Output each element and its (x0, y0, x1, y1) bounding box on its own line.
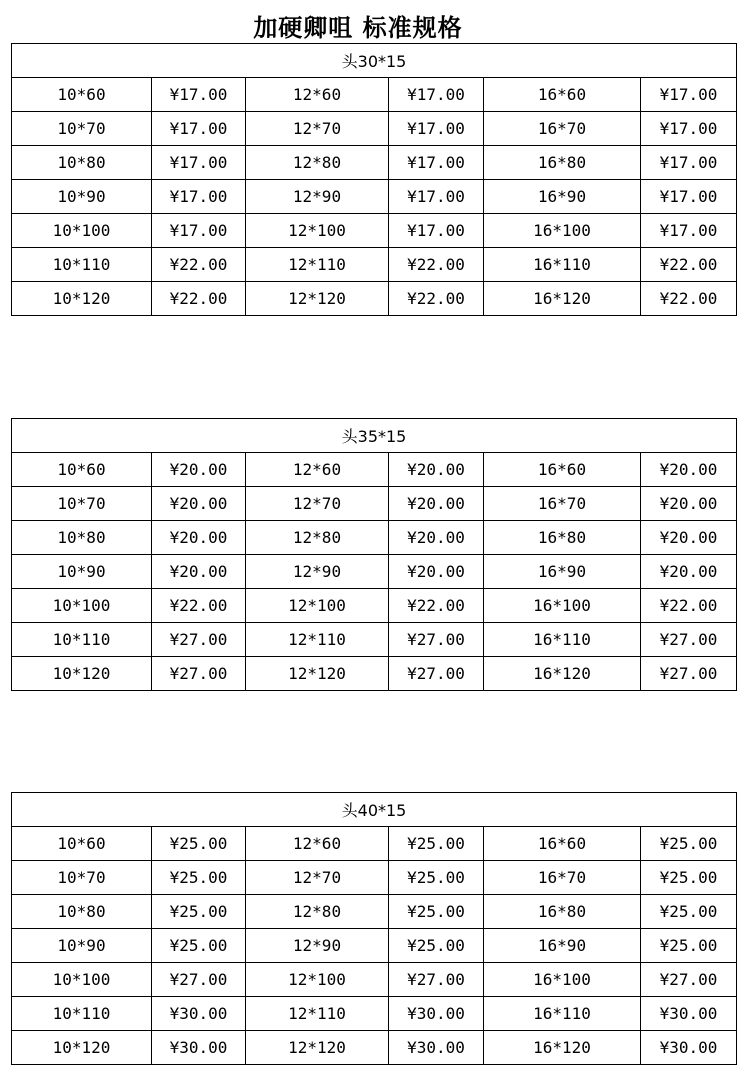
size-cell: 16*110 (484, 248, 641, 282)
table-header-row (12, 44, 737, 78)
price-cell: ¥25.00 (152, 861, 246, 895)
price-cell: ¥27.00 (641, 657, 737, 691)
price-cell: ¥25.00 (641, 895, 737, 929)
size-cell: 12*70 (246, 112, 389, 146)
price-cell: ¥17.00 (641, 214, 737, 248)
price-cell: ¥27.00 (641, 623, 737, 657)
size-cell: 12*110 (246, 623, 389, 657)
table-row (12, 861, 737, 895)
table-row (12, 555, 737, 589)
table-row (12, 929, 737, 963)
price-cell: ¥20.00 (389, 555, 484, 589)
table-header: 头30*15 (12, 44, 737, 78)
price-cell: ¥25.00 (152, 929, 246, 963)
price-cell: ¥17.00 (641, 180, 737, 214)
size-cell: 12*100 (246, 214, 389, 248)
size-cell: 12*80 (246, 146, 389, 180)
price-cell: ¥20.00 (641, 453, 737, 487)
size-cell: 10*110 (12, 997, 152, 1031)
price-cell: ¥20.00 (641, 555, 737, 589)
price-cell: ¥22.00 (641, 248, 737, 282)
price-cell: ¥17.00 (152, 214, 246, 248)
size-cell: 10*60 (12, 78, 152, 112)
price-cell: ¥27.00 (152, 963, 246, 997)
table-header: 头35*15 (12, 419, 737, 453)
size-cell: 10*70 (12, 487, 152, 521)
size-cell: 12*120 (246, 282, 389, 316)
table-row (12, 112, 737, 146)
price-cell: ¥30.00 (152, 1031, 246, 1065)
spec-table-head-35x15 (11, 418, 737, 691)
size-cell: 10*120 (12, 657, 152, 691)
price-cell: ¥20.00 (641, 487, 737, 521)
price-cell: ¥20.00 (152, 521, 246, 555)
size-cell: 10*100 (12, 963, 152, 997)
price-cell: ¥22.00 (389, 248, 484, 282)
size-cell: 12*70 (246, 487, 389, 521)
size-cell: 16*90 (484, 555, 641, 589)
size-cell: 10*90 (12, 929, 152, 963)
price-cell: ¥17.00 (641, 78, 737, 112)
spec-table-head-30x15 (11, 43, 737, 316)
table-row (12, 521, 737, 555)
size-cell: 12*80 (246, 521, 389, 555)
price-cell: ¥30.00 (389, 997, 484, 1031)
spec-table-head-40x15 (11, 792, 737, 1065)
price-cell: ¥22.00 (641, 282, 737, 316)
table-row (12, 248, 737, 282)
size-cell: 12*60 (246, 453, 389, 487)
size-cell: 12*120 (246, 657, 389, 691)
price-cell: ¥30.00 (641, 1031, 737, 1065)
price-cell: ¥27.00 (152, 657, 246, 691)
price-cell: ¥25.00 (641, 861, 737, 895)
size-cell: 16*60 (484, 827, 641, 861)
price-cell: ¥20.00 (152, 487, 246, 521)
size-cell: 16*100 (484, 589, 641, 623)
size-cell: 10*80 (12, 146, 152, 180)
price-cell: ¥25.00 (641, 827, 737, 861)
size-cell: 12*100 (246, 963, 389, 997)
page-title: 加硬卿咀 标准规格 (253, 13, 463, 42)
table-header-row (12, 793, 737, 827)
price-cell: ¥22.00 (641, 589, 737, 623)
size-cell: 10*80 (12, 895, 152, 929)
size-cell: 12*60 (246, 78, 389, 112)
table-header: 头40*15 (12, 793, 737, 827)
price-cell: ¥17.00 (389, 214, 484, 248)
price-cell: ¥27.00 (152, 623, 246, 657)
size-cell: 10*120 (12, 282, 152, 316)
price-cell: ¥30.00 (152, 997, 246, 1031)
table-row (12, 214, 737, 248)
price-cell: ¥25.00 (152, 895, 246, 929)
table-header-row (12, 419, 737, 453)
price-cell: ¥17.00 (389, 180, 484, 214)
size-cell: 10*90 (12, 180, 152, 214)
size-cell: 16*120 (484, 282, 641, 316)
table-row (12, 487, 737, 521)
price-cell: ¥20.00 (152, 555, 246, 589)
price-cell: ¥17.00 (641, 112, 737, 146)
price-cell: ¥17.00 (389, 78, 484, 112)
size-cell: 10*70 (12, 112, 152, 146)
size-cell: 16*70 (484, 487, 641, 521)
price-cell: ¥22.00 (152, 248, 246, 282)
price-cell: ¥30.00 (389, 1031, 484, 1065)
size-cell: 16*60 (484, 453, 641, 487)
price-cell: ¥17.00 (641, 146, 737, 180)
price-cell: ¥25.00 (641, 929, 737, 963)
table-row (12, 78, 737, 112)
price-cell: ¥17.00 (152, 78, 246, 112)
table-row (12, 1031, 737, 1065)
size-cell: 10*110 (12, 248, 152, 282)
table-row (12, 453, 737, 487)
price-cell: ¥17.00 (152, 180, 246, 214)
price-cell: ¥22.00 (152, 282, 246, 316)
size-cell: 16*60 (484, 78, 641, 112)
price-cell: ¥20.00 (152, 453, 246, 487)
size-cell: 12*70 (246, 861, 389, 895)
price-cell: ¥27.00 (641, 963, 737, 997)
price-cell: ¥27.00 (389, 623, 484, 657)
table-row (12, 180, 737, 214)
size-cell: 12*80 (246, 895, 389, 929)
price-cell: ¥20.00 (641, 521, 737, 555)
size-cell: 10*70 (12, 861, 152, 895)
table-row (12, 827, 737, 861)
price-cell: ¥27.00 (389, 963, 484, 997)
table-row (12, 146, 737, 180)
price-cell: ¥30.00 (641, 997, 737, 1031)
table-row (12, 963, 737, 997)
price-cell: ¥25.00 (389, 861, 484, 895)
size-cell: 10*90 (12, 555, 152, 589)
size-cell: 16*120 (484, 1031, 641, 1065)
price-cell: ¥25.00 (389, 929, 484, 963)
price-cell: ¥17.00 (152, 146, 246, 180)
size-cell: 16*100 (484, 963, 641, 997)
size-cell: 12*60 (246, 827, 389, 861)
size-cell: 10*100 (12, 589, 152, 623)
price-cell: ¥17.00 (152, 112, 246, 146)
size-cell: 16*120 (484, 657, 641, 691)
table-row (12, 589, 737, 623)
size-cell: 12*110 (246, 997, 389, 1031)
size-cell: 12*90 (246, 929, 389, 963)
size-cell: 16*70 (484, 861, 641, 895)
size-cell: 10*100 (12, 214, 152, 248)
size-cell: 12*90 (246, 555, 389, 589)
size-cell: 12*100 (246, 589, 389, 623)
table-row (12, 657, 737, 691)
price-cell: ¥20.00 (389, 521, 484, 555)
table-row (12, 895, 737, 929)
size-cell: 12*110 (246, 248, 389, 282)
size-cell: 16*80 (484, 521, 641, 555)
price-cell: ¥20.00 (389, 487, 484, 521)
table-row (12, 997, 737, 1031)
size-cell: 16*90 (484, 929, 641, 963)
size-cell: 10*80 (12, 521, 152, 555)
size-cell: 10*60 (12, 453, 152, 487)
size-cell: 12*120 (246, 1031, 389, 1065)
size-cell: 16*110 (484, 997, 641, 1031)
price-cell: ¥22.00 (389, 282, 484, 316)
price-cell: ¥25.00 (389, 827, 484, 861)
price-cell: ¥22.00 (389, 589, 484, 623)
size-cell: 10*120 (12, 1031, 152, 1065)
price-cell: ¥27.00 (389, 657, 484, 691)
size-cell: 16*80 (484, 146, 641, 180)
price-cell: ¥22.00 (152, 589, 246, 623)
size-cell: 10*110 (12, 623, 152, 657)
size-cell: 12*90 (246, 180, 389, 214)
price-cell: ¥17.00 (389, 146, 484, 180)
price-cell: ¥17.00 (389, 112, 484, 146)
price-cell: ¥25.00 (389, 895, 484, 929)
table-row (12, 282, 737, 316)
price-cell: ¥25.00 (152, 827, 246, 861)
size-cell: 16*70 (484, 112, 641, 146)
size-cell: 16*90 (484, 180, 641, 214)
price-cell: ¥20.00 (389, 453, 484, 487)
size-cell: 16*100 (484, 214, 641, 248)
size-cell: 16*110 (484, 623, 641, 657)
table-row (12, 623, 737, 657)
size-cell: 10*60 (12, 827, 152, 861)
size-cell: 16*80 (484, 895, 641, 929)
